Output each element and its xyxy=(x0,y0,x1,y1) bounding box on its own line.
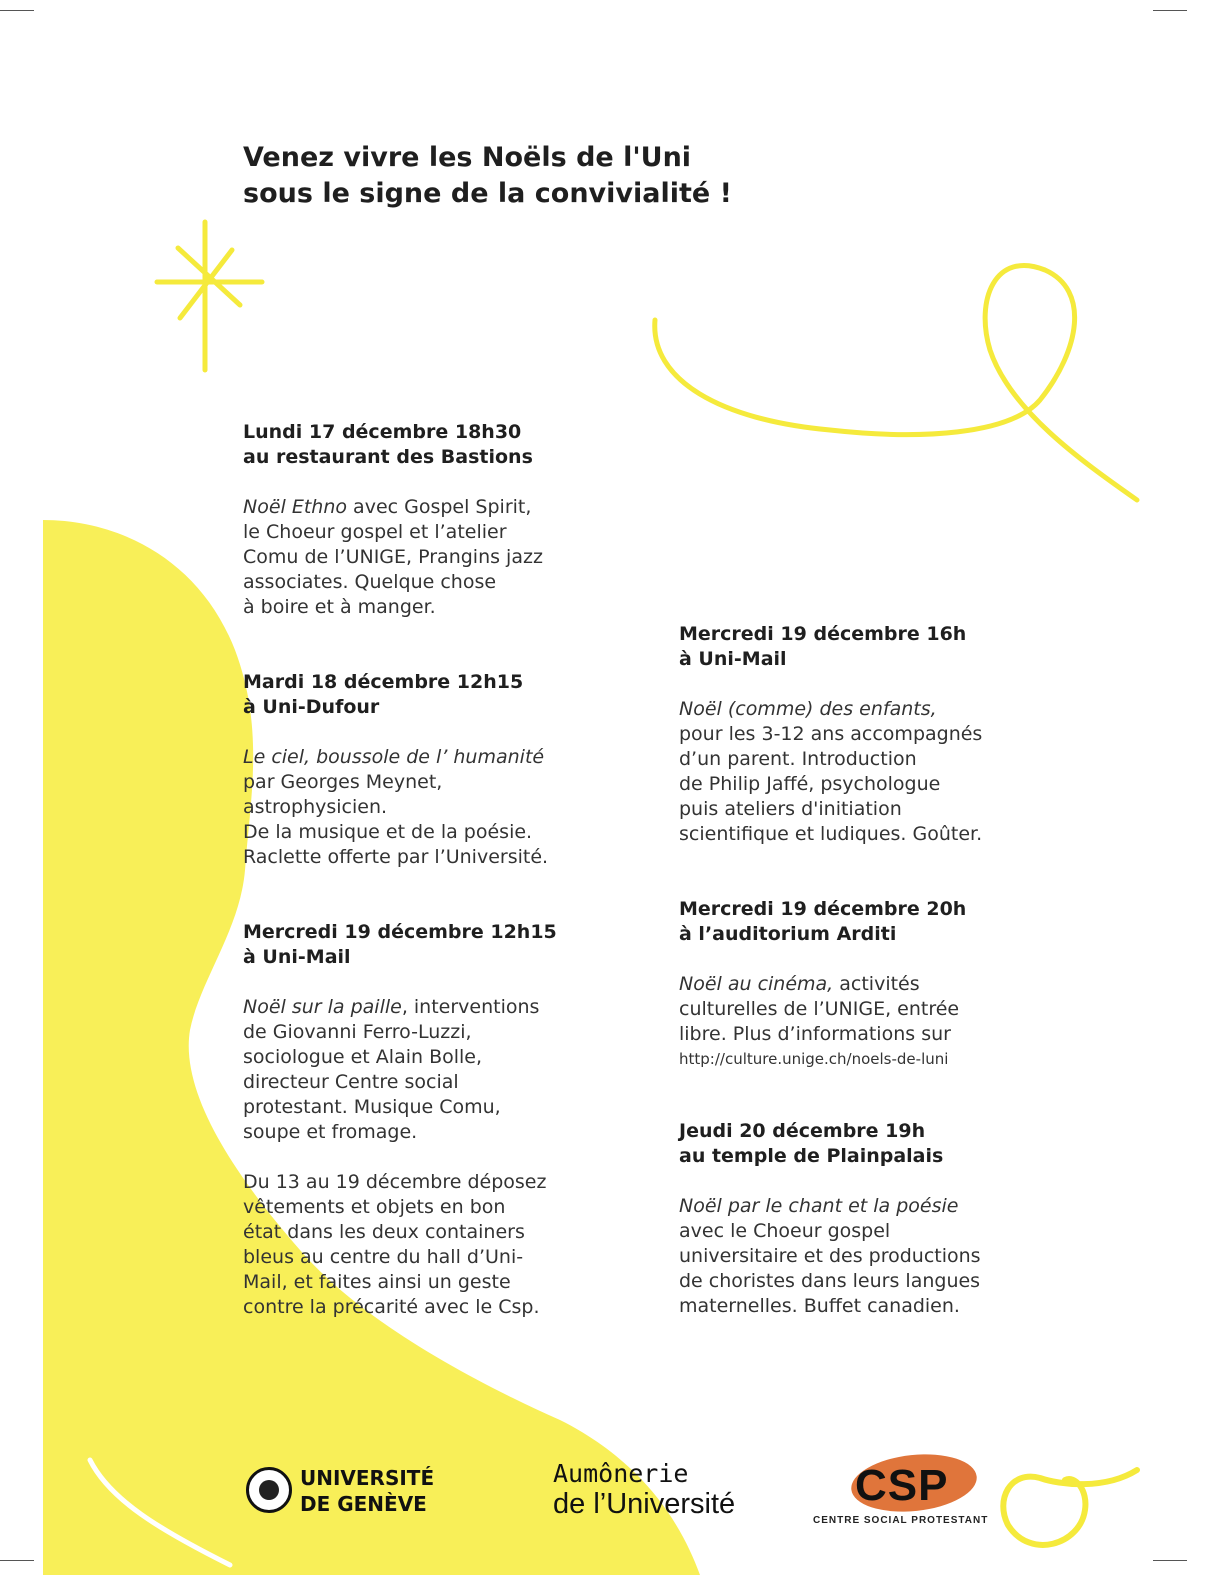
csp-logo xyxy=(813,1455,989,1535)
sparkle-star-icon xyxy=(157,222,262,370)
csp-subtitle: CENTRE SOCIAL PROTESTANT xyxy=(813,1515,989,1526)
event-date: Mercredi 19 décembre 20h xyxy=(679,898,967,920)
event-mercredi-19-midi xyxy=(243,920,563,1320)
event-lundi-17 xyxy=(243,420,563,620)
event-jeudi-20 xyxy=(679,1119,999,1319)
event-description: Noël sur la paille, interventions de Giovanni Ferro-Luzzi, sociologue et Alain Bolle, directeur Centre social protestant. Musique Comu, soupe et fromage. xyxy=(243,996,540,1143)
event-place: à Uni-Mail xyxy=(243,946,351,968)
event-place: à l’auditorium Arditi xyxy=(679,923,897,945)
csp-wordmark: CSP xyxy=(855,1461,949,1510)
event-title-italic: Le ciel, boussole de l’ humanité xyxy=(243,746,545,768)
event-heading xyxy=(243,420,563,470)
event-title-italic: Noël Ethno xyxy=(243,496,348,518)
event-description: Le ciel, boussole de l’ humanité par Georges Meynet, astrophysicien. De la musique et de la poésie. Raclette offerte par l’Université. xyxy=(243,745,563,870)
event-heading xyxy=(679,622,999,672)
event-title-italic: Noël par le chant et la poésie xyxy=(679,1195,959,1217)
event-title-italic: Noël sur la paille xyxy=(243,996,402,1018)
page-title xyxy=(243,140,732,212)
event-date: Jeudi 20 décembre 19h xyxy=(679,1120,926,1142)
event-mardi-18 xyxy=(243,670,563,870)
event-place: au restaurant des Bastions xyxy=(243,446,533,468)
event-place: à Uni-Dufour xyxy=(243,696,380,718)
event-date: Mercredi 19 décembre 12h15 xyxy=(243,921,557,943)
title-line-1: Venez vivre les Noëls de l'Uni xyxy=(243,142,692,173)
event-place: à Uni-Mail xyxy=(679,648,787,670)
unige-seal-icon xyxy=(246,1467,292,1513)
event-date: Mercredi 19 décembre 16h xyxy=(679,623,967,645)
event-heading xyxy=(679,897,999,947)
event-title-italic: Noël au cinéma, xyxy=(679,973,834,995)
unige-wordmark: UNIVERSITÉ DE GENÈVE xyxy=(300,1466,435,1516)
event-date: Mardi 18 décembre 12h15 xyxy=(243,671,524,693)
aumonerie-logo: Aumônerie de l’Université xyxy=(553,1459,736,1520)
event-heading xyxy=(243,670,563,720)
event-description: Noël au cinéma, activités culturelles de l’UNIGE, entrée libre. Plus d’informations sur http://culture.unige.ch/noels-de-luni xyxy=(679,972,999,1072)
event-date: Lundi 17 décembre 18h30 xyxy=(243,421,522,443)
event-place: au temple de Plainpalais xyxy=(679,1145,944,1167)
event-mercredi-19-16h xyxy=(679,622,999,847)
donation-note: Du 13 au 19 décembre déposez vêtements et objets en bon état dans les deux containers bleus au centre du hall d’Uni- Mail, et faites ainsi un geste contre la précarité avec le Csp. xyxy=(243,1171,547,1318)
event-description: Noël Ethno avec Gospel Spirit, le Choeur gospel et l’atelier Comu de l’UNIGE, Prangins jazz associates. Quelque chose à boire et à manger. xyxy=(243,496,543,618)
event-heading xyxy=(679,1119,999,1169)
footer-logos xyxy=(0,1455,1205,1545)
yellow-loop-line xyxy=(655,265,1137,500)
title-line-2: sous le signe de la convivialité ! xyxy=(243,178,732,209)
event-heading xyxy=(243,920,563,970)
event-mercredi-19-20h xyxy=(679,897,999,1072)
event-description: Noël par le chant et la poésie avec le Choeur gospel universitaire et des productions de choristes dans leurs langues maternelles. Buffet canadien. xyxy=(679,1194,999,1319)
culture-url-link[interactable]: http://culture.unige.ch/noels-de-luni xyxy=(679,1050,949,1068)
event-description: Noël (comme) des enfants, pour les 3-12 ans accompagnés d’un parent. Introduction de Philip Jaffé, psychologue puis ateliers d'initiation scientifique et ludiques. Goûter. xyxy=(679,697,999,847)
event-title-italic: Noël (comme) des enfants, xyxy=(679,698,937,720)
